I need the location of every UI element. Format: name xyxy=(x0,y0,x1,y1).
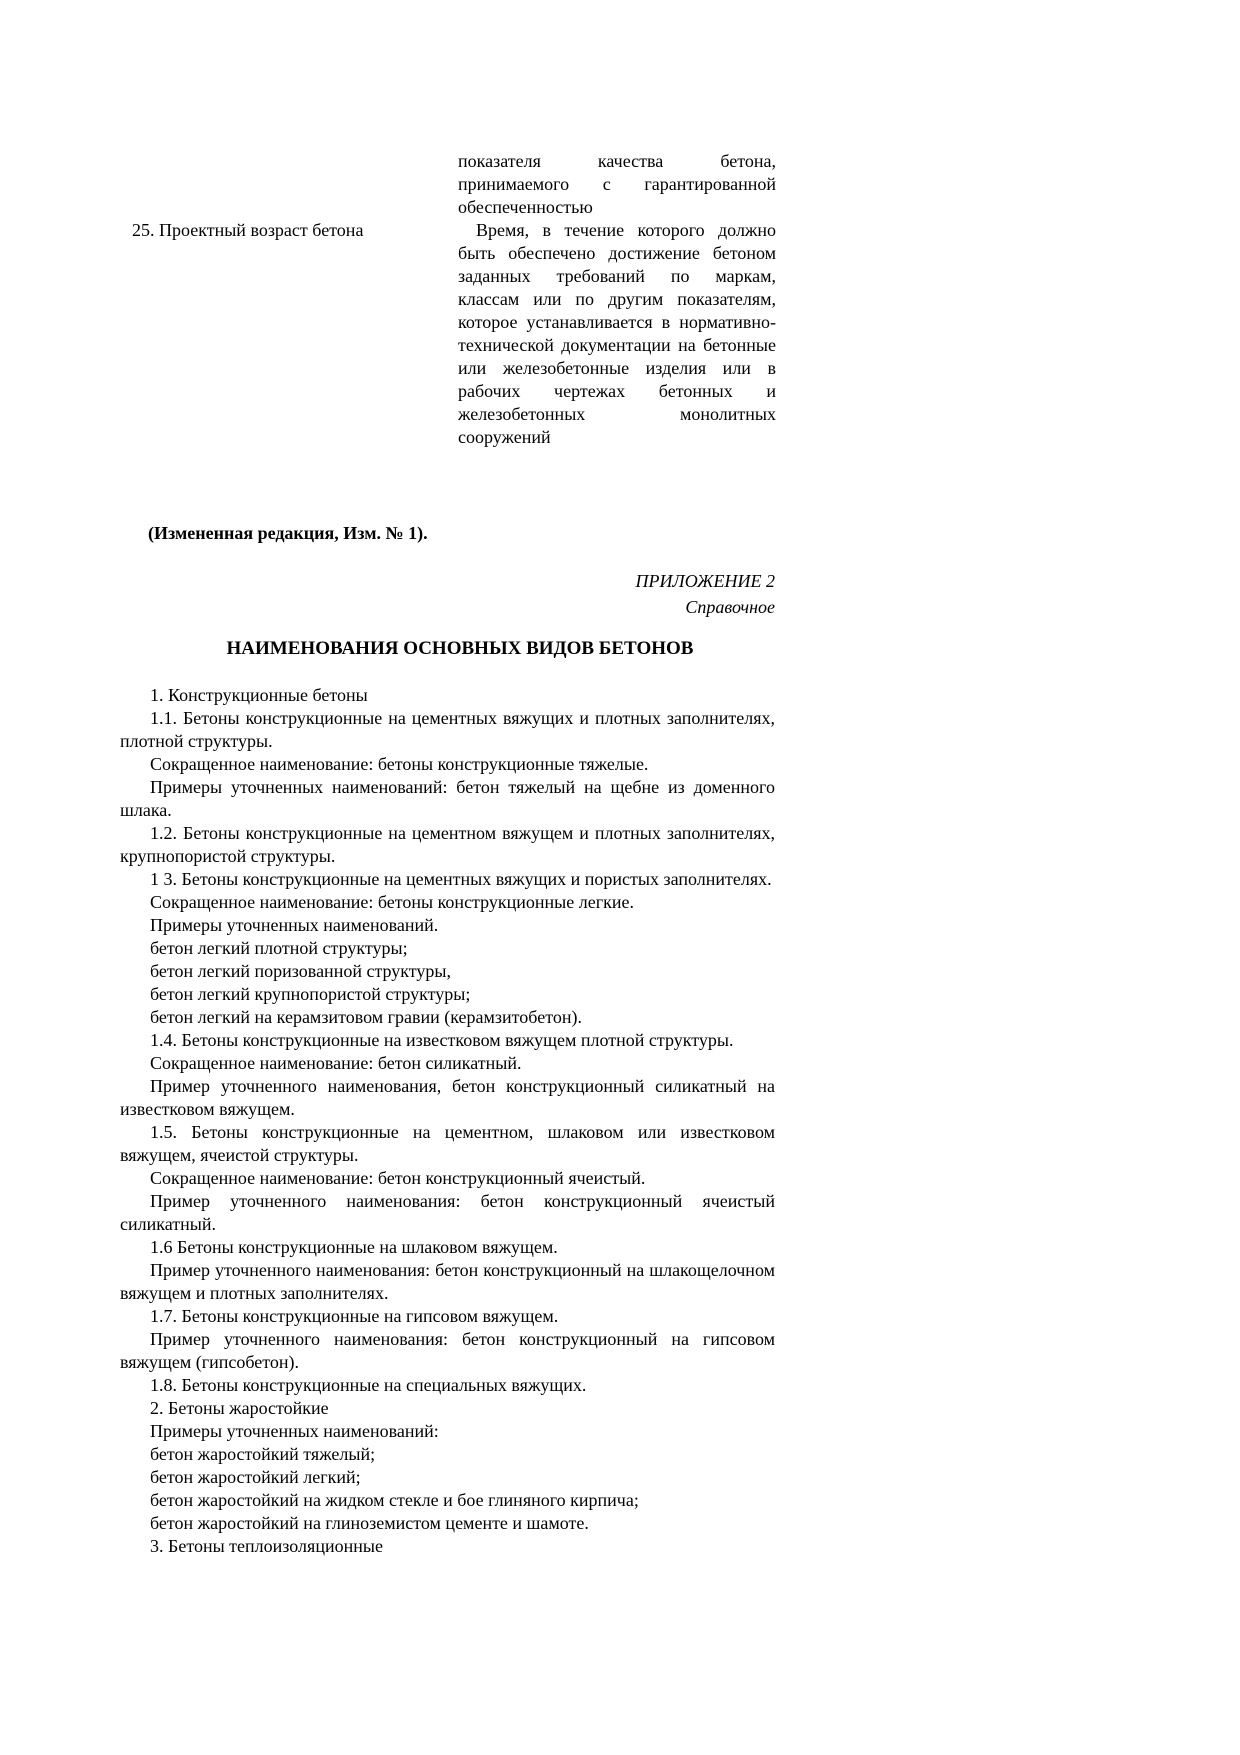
paragraph: 1 3. Бетоны конструкционные на цементных вяжущих и пористых заполнителях. xyxy=(150,869,772,889)
paragraph: Пример уточненного наименования: бетон конструкционный на шлакощелочном вяжущем и плотных заполнителях. xyxy=(120,1260,775,1303)
paragraph: 1.5. Бетоны конструкционные на цементном, шлаковом или известковом вяжущем, ячеистой структуры. xyxy=(120,1122,775,1165)
paragraph: бетон легкий плотной структуры; xyxy=(150,938,408,958)
paragraph: бетон жаростойкий на глиноземистом цементе и шамоте. xyxy=(150,1513,589,1533)
paragraph: Пример уточненного наименования, бетон конструкционный силикатный на известковом вяжущем. xyxy=(120,1076,775,1119)
paragraph: 1.2. Бетоны конструкционные на цементном вяжущем и плотных заполнителях, крупнопористой структуры. xyxy=(120,823,775,866)
paragraph: Примеры уточненных наименований: бетон тяжелый на щебне из доменного шлака. xyxy=(120,777,775,820)
document-body xyxy=(120,684,775,1558)
paragraph: Пример уточненного наименования: бетон конструкционный на гипсовом вяжущем (гипсобетон). xyxy=(120,1329,775,1372)
paragraph: бетон жаростойкий легкий; xyxy=(150,1467,361,1487)
appendix-type: Справочное xyxy=(685,597,775,617)
paragraph: бетон жаростойкий на жидком стекле и бое глиняного кирпича; xyxy=(150,1490,639,1510)
definition-text: Время, в течение которого должно быть обеспечено достижение бетоном заданных требований по маркам, классам или по другим показателям, которое устанавливается в нормативно-технической документации на бетонные или железобетонные изделия или в рабочих чертежах бетонных и железобетонных монолитных сооружений xyxy=(458,220,776,447)
paragraph: бетон легкий крупнопористой структуры; xyxy=(150,984,471,1004)
paragraph: 1.8. Бетоны конструкционные на специальных вяжущих. xyxy=(150,1375,587,1395)
appendix-header xyxy=(120,568,775,620)
paragraph: 1.1. Бетоны конструкционные на цементных вяжущих и плотных заполнителях, плотной структуры. xyxy=(120,708,775,751)
paragraph: бетон легкий на керамзитовом гравии (керамзитобетон). xyxy=(150,1007,582,1027)
term-label: 25. Проектный возраст бетона xyxy=(132,220,364,240)
paragraph: Примеры уточненных наименований: xyxy=(150,1421,439,1441)
paragraph: Пример уточненного наименования: бетон конструкционный ячеистый силикатный. xyxy=(120,1191,775,1234)
paragraph: 2. Бетоны жаростойкие xyxy=(150,1398,329,1418)
amendment-note: (Измененная редакция, Изм. № 1). xyxy=(148,523,428,543)
appendix-label: ПРИЛОЖЕНИЕ 2 xyxy=(635,571,775,591)
definition-text: показателя качества бетона, принимаемого с гарантированной обеспеченностью xyxy=(458,151,776,217)
paragraph: 3. Бетоны теплоизоляционные xyxy=(150,1536,383,1556)
paragraph: 1.7. Бетоны конструкционные на гипсовом вяжущем. xyxy=(150,1306,559,1326)
paragraph: бетон жаростойкий тяжелый; xyxy=(150,1444,376,1464)
paragraph: Примеры уточненных наименований. xyxy=(150,915,439,935)
paragraph: бетон легкий поризованной структуры, xyxy=(150,961,452,981)
paragraph: Сокращенное наименование: бетон силикатный. xyxy=(150,1053,522,1073)
paragraph: 1.6 Бетоны конструкционные на шлаковом вяжущем. xyxy=(150,1237,558,1257)
paragraph: 1.4. Бетоны конструкционные на известковом вяжущем плотной структуры. xyxy=(150,1030,734,1050)
paragraph: Сокращенное наименование: бетоны конструкционные тяжелые. xyxy=(150,754,649,774)
paragraph: Сокращенное наименование: бетоны конструкционные легкие. xyxy=(150,892,634,912)
paragraph: 1. Конструкционные бетоны xyxy=(150,685,368,705)
section-title: НАИМЕНОВАНИЯ ОСНОВНЫХ ВИДОВ БЕТОНОВ xyxy=(226,638,694,659)
paragraph: Сокращенное наименование: бетон конструкционный ячеистый. xyxy=(150,1168,646,1188)
